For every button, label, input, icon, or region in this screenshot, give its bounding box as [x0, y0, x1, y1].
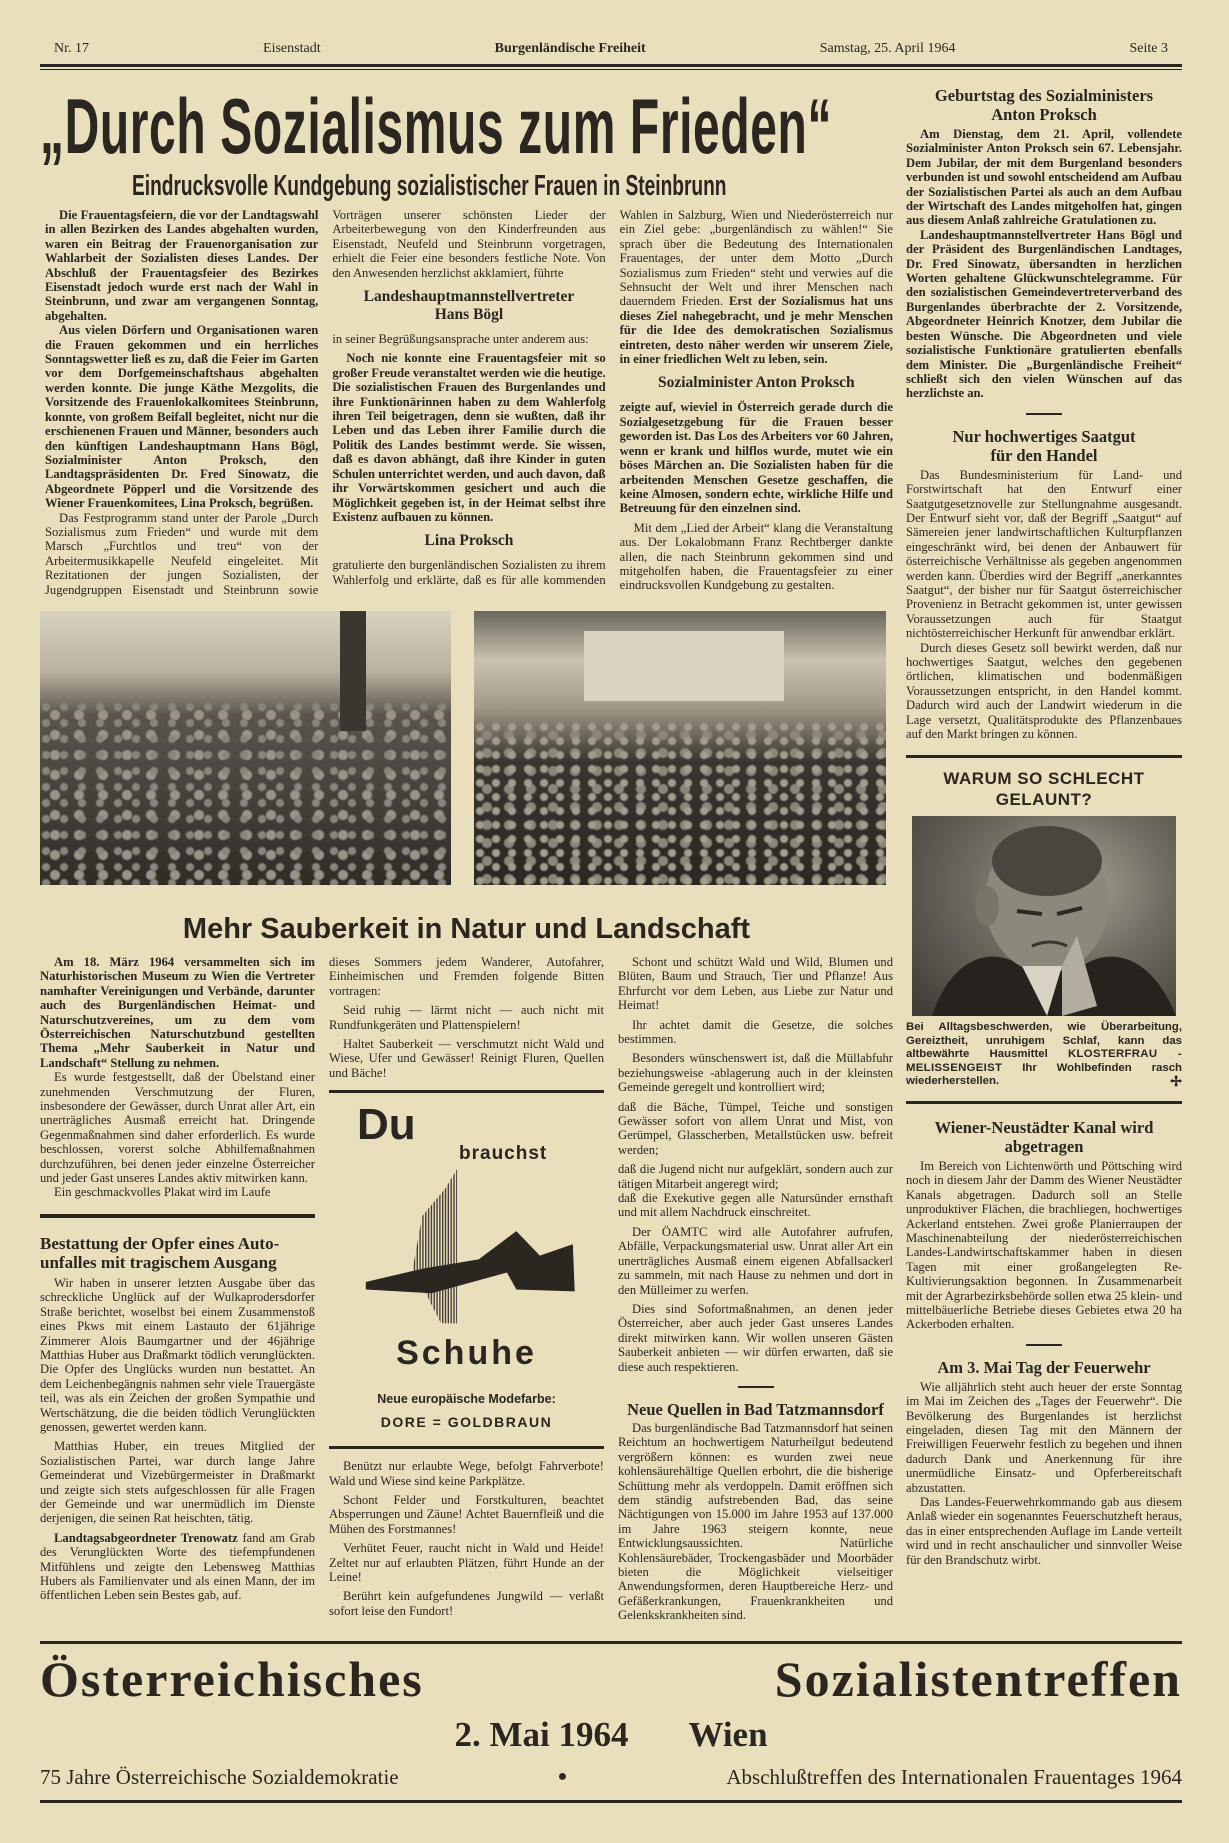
banner-city: Wien	[688, 1714, 768, 1754]
paragraph: Es wurde festgestsellt, daß der Übelstand einer zunehmenden Verschmutzung der Fluren, insbesondere der Gewässer, durch Unrat aller Art, ein unerträgliches Ausmaß erreicht hat. Dringende Gegenmaßnahmen sind daher erforderlich. Es wurde beschlossen, vorerst solche Abhilfemaßnahmen durchzuführen, bei denen jeder einzelne Österreicher und jeder Gast unseres Landes aktiv mitwirken kann.	[40, 1070, 315, 1186]
headline-line: Nur hochwertiges Saatgut	[952, 426, 1136, 446]
fire-headline: Am 3. Mai Tag der Feuerwehr	[937, 1357, 1151, 1377]
subheading-lina-proksch: Lina Proksch	[424, 532, 514, 550]
paragraph: Wir haben in unserer letzten Ausgabe über das schreckliche Unglück auf der Wulkaprodersdorfer Straße berichtet, woselbst bei einem Zusammenstoß eines Pkws mit einem Lastauto der 61jährige Zimmerer Alois Baumgartner und der 46jährige Matthias Huber aus Draßmarkt tödlich verunglückten. Die Opfer des Unglücks wurden nun bestattet. An dem Leichenbegängnis nahmen sehr viele Trauergäste teil, was als ein Zeichen der großen Sympathie und Wertschätzung, die die beiden tödlich Verunglückten genossen, gewertet werden kann.	[40, 1275, 315, 1434]
paragraph: Ihr achtet damit die Gesetze, die solches bestimmen.	[618, 1017, 893, 1046]
left-area	[40, 82, 893, 1623]
newspaper-page	[40, 0, 1182, 1843]
headline-line: unfalles mit tragischem Ausgang	[40, 1252, 277, 1272]
divider	[329, 1446, 604, 1449]
ad-caption-text: Ihr Wohlbefinden rasch wiederherstellen.	[906, 1061, 1182, 1088]
paragraph: Haltet Sauberkeit — verschmutzt nicht Wald und Wiese, Ufer und Gewässer! Reinigt Fluren, Quellen und Bäche!	[329, 1037, 604, 1080]
banner-rule-top	[40, 1641, 1182, 1644]
ad-shoes-color: DORE = GOLDBRAUN	[380, 1414, 553, 1431]
main-headline-text: „Durch Sozialismus zum Frieden“	[40, 82, 833, 170]
ad-headline: WARUM SO SCHLECHT GELAUNT?	[943, 769, 1145, 810]
paragraph: Ein geschmackvolles Plakat wird im Laufe	[54, 1185, 271, 1200]
paragraph: Durch dieses Gesetz soll bewirkt werden, daß nur hochwertiges Saatgut, welches den gegebenen örtlichen, klimatischen und bodenmäßigen Voraussetzungen entspricht, in den Handel kommt. Dadurch wird auch der Landwirt wiederum in die Lage versetzt, Qualitätsprodukte des Pflanzenbaues auf den Markt bringen zu können.	[906, 640, 1182, 742]
birthday-headline	[906, 86, 1182, 124]
article-birthday	[906, 86, 1182, 401]
paragraph-text: gratulierte den burgenländischen Sozialisten zu ihrem Wahlerfolg und erklärte, daß es für alle kommenden Wahlen in Salzburg, Wien und Niederösterreich nur ein Ziel gebe: „burgenländisch zu wählen!“ Sie sprach über die Bedeutung des Internationalen Frauentages, der unter dem Motto „Durch Sozialismus zum Frieden“ steht und verwies auf die Sehnsucht der Welt und ihrer Menschen nach dauerndem Frieden.	[332, 208, 893, 587]
newspaper-name: Burgenländische Freiheit	[494, 41, 646, 56]
paragraph: Berührt kein aufgefundenes Jungwild — verlaßt sofort leise den Fundort!	[329, 1589, 604, 1618]
shoe-illustration-icon	[359, 1169, 589, 1329]
subheading-boegl	[332, 288, 605, 324]
ad-shoes-du: Du	[357, 1100, 416, 1150]
paragraph: Das Landes-Feuerwehrkommando gab aus diesem Anlaß wieder ein sogenanntes Feuerschutzheft heraus, das in einer entsprechenden Auflage im Lande verteilt wird und in recht anschaulicher und sinnvoller Weise für den Brandschutz wirbt.	[906, 1495, 1182, 1567]
canal-headline	[906, 1118, 1182, 1156]
funeral-headline	[40, 1234, 315, 1272]
main-subheadline	[132, 170, 893, 204]
issue-number: Nr. 17	[54, 41, 89, 56]
paragraph: Aus vielen Dörfern und Organisationen waren die Frauen gekommen und ein herrliches Sonntagswetter ließ es zu, daß die Feier im Garten vor dem Dorfgemeinschaftshaus abgehalten werden konnte. Die junge Käthe Mezgolits, die Vorsitzende des Frauenlokalkomitees Steinbrunn, konnte, von großem Beifall begleitet, nicht nur die erschienenen Frauen und Männer, besonders auch den künftigen Landeshauptmann Hans Bögl, Sozialminister Anton Proksch, den Landtagspräsidenten Dr. Fred Sinowatz, die Abgeordnete Pöpperl und die Vorsitzende des Wiener Frauenkomitees, Lina Proksch, begrüßen.	[45, 323, 319, 511]
divider	[906, 755, 1182, 758]
paragraph: dieses Sommers jedem Wanderer, Autofahrer, Einheimischen und Fremden folgende Bitten vortragen:	[329, 954, 604, 998]
paragraph-bold-text: Erst der Sozialismus hat uns dieses Ziel nahegebracht, und je mehr Menschen für die Idee des demokratischen Sozialismus eintreten, desto näher werden wir unserem Ziele, in einer friedlichen Welt zu leben, sein.	[619, 294, 893, 367]
subheading-line: Hans Bögl	[434, 306, 504, 324]
page-layout	[40, 82, 1182, 1623]
paragraph: Besonders wünschenswert ist, daß die Müllabfuhr beziehungsweise -ablagerung auch in der kleinsten Gemeinde geregelt und kontrolliert wird;	[618, 1051, 893, 1095]
clean-col-2-bottom	[329, 1459, 604, 1618]
paragraph: Schont Felder und Forstkulturen, beachtet Absperrungen und Zäune! Achtet Bauernfleiß und die Mühen des Forstmannes!	[329, 1493, 604, 1536]
headline-line: für den Handel	[990, 445, 1098, 465]
paragraph-text: fand am Grab des Verunglückten Worte des tiefempfundenen Mitfühlens und zeigte den Lebensweg Matthias Hubers als Familienvater und als einen Mann, der im öffentlichen Leben sein Bestes gab, auf.	[40, 1530, 315, 1603]
lower-col-2	[329, 955, 604, 1618]
crowd-photo-2	[474, 611, 886, 885]
banner-date-line	[40, 1714, 1182, 1756]
paragraph	[40, 1531, 315, 1603]
subheading-line: Landeshauptmannstellvertreter	[363, 288, 575, 306]
banner-title: Österreichisches Sozialistentreffen	[40, 1650, 1182, 1707]
ad-caption-text: Bei Alltagsbeschwerden, wie Überarbeitung, Gereiztheit, unruhigem Schlaf, kann das altbewährte Hausmittel	[906, 1021, 1182, 1061]
page-header	[40, 40, 1182, 58]
paragraph: Das burgenländische Bad Tatzmannsdorf hat seinen Reichtum an hochwertigem Naturheilgut bedeutend vergrößern können: es wurden zwei neue kohlensäurehältige Quellen erbohrt, die die bisherige Schüttung mehr als verdoppeln. Damit eröffnen sich dem ständig aufstrebenden Bad, das seine Nächtigungen von 15.000 im Jahre 1953 auf 137.000 im Jahre 1963 steigern konnte, neue Entwicklungsaussichten. Natürliche Kohlensäurebäder, Trockengasbäder und Moorbäder bieten die Möglichkeit vielseitiger Anwendungsformen, deren Hauptbereiche Herz- und Gefäßerkrankungen, Frauenkrankheiten und Gelenkskrankheiten sind.	[618, 1420, 893, 1623]
right-column	[906, 86, 1182, 1567]
ad-shoes-tagline: Neue europäische Modefarbe:	[377, 1392, 556, 1407]
banner-date: 2. Mai 1964	[454, 1714, 629, 1754]
paragraph: Benützt nur erlaubte Wege, befolgt Fahrverbote! Wald und Wiese sind keine Parkplätze.	[329, 1459, 604, 1488]
paragraph: Der ÖAMTC wird alle Autofahrer aufrufen, Abfälle, Verpackungsmaterial usw. Unrat aller Art ein unerträgliches Ausmaß einem eigenen Abfallsackerl zu sammeln, mit nach Hause zu nehmen und dort in den Mülleimer zu werfen.	[618, 1224, 893, 1297]
banner-subline	[40, 1764, 1182, 1790]
paragraph: Das Festprogramm stand unter der Parole „Durch Sozialismus zum Frieden“ und wurde mit dem Marsch „Furchtlos und treu“ von der Arbeitermusikkapelle Neufeld eingeleitet. Mit Rezitationen der jungen Sozialisten, der Jugendgruppen Eisenstadt und Steinbrunn sowie Vorträgen unserer schönsten Lieder der Arbeiterbewegung von den Kinderfreunden aus Eisenstadt, Neufeld und Steinbrunn vorgetragen, erhielt die Feier eine besonders festliche Note. Von den Anwesenden herzlichst akklamiert, führte	[45, 208, 606, 597]
ad-brand: KLOSTERFRAU - MELISSENGEIST	[906, 1048, 1182, 1074]
main-subheadline-text: Eindrucksvolle Kundgebung sozialistischer Frauen in Steinbrunn	[132, 170, 727, 202]
clean-col-3	[618, 955, 893, 1374]
article-canal	[906, 1118, 1182, 1332]
paragraph: Seid ruhig — lärmt nicht — auch nicht mit Rundfunkgeräten und Plattenspielern!	[329, 1003, 604, 1032]
headline-line: Geburtstag des Sozialministers	[934, 86, 1154, 105]
page-number: Seite 3	[1129, 41, 1168, 56]
ad-klosterfrau	[906, 768, 1182, 1089]
clean-col-2	[329, 955, 604, 1080]
header-rule-thin	[40, 69, 1182, 70]
clean-headline: Mehr Sauberkeit in Natur und Landschaft	[182, 912, 751, 945]
subheading-anton-proksch: Sozialminister Anton Proksch	[657, 374, 855, 392]
banner-rule-bottom	[40, 1800, 1182, 1803]
paragraph: Landeshauptmannstellvertreter Hans Bögl und der Präsident des Burgenländischen Landtages, Dr. Fred Sinowatz, übersandten in herzlichen Worten gehaltene Glückwunschtelegramme. Für den sozialistischen Gemeindevertreterverband des Burgenlandes überbrachte der 2. Vorsitzende, Abgeordneter Heinrich Knotzer, dem Jubilar die besten Wünsche. Die Abgeordneten und viele sozialistische Funktionäre gratulierten ebenfalls dem Minister. Die „Burgenländische Freiheit“ schließt sich den vielen Wünschen auf das herzlichste an.	[906, 227, 1182, 401]
header-rule	[40, 64, 1182, 67]
headline-line: Wiener-Neustädter Kanal wird	[934, 1117, 1154, 1137]
banner-left: 75 Jahre Österreichische Sozialdemokratie	[40, 1764, 399, 1789]
paragraph: Im Bereich von Lichtenwörth und Pöttsching wird noch in diesem Jahr der Damm des Wiener Neustädter Kanals abgetragen. Dadurch soll an Stelle unproduktiver Flächen, die brachliegen, hochwertiges Ackerland entstehen. Zwei große Planierraupen der Maschinenabteilung der niederösterreichischen Landes-Landwirtschaftskammer haben in diesen Tagen mit einer großangelegten Re-Kultivierungsaktion begonnen. In Zusammenarbeit mit der Agrarbezirksbehörde sollen etwa 25 klein- und mittelbäuerliche Betriebe dieses Gebietes etwa 20 ha Ackerboden erhalten.	[906, 1158, 1182, 1332]
divider	[329, 1090, 604, 1093]
divider	[1026, 413, 1062, 415]
ad-caption	[906, 1021, 1182, 1089]
divider	[40, 1214, 315, 1218]
lower-col-3	[618, 955, 893, 1623]
paragraph: in seiner Begrüßungsansprache unter anderem aus:	[332, 332, 589, 347]
crowd-photo-1	[40, 611, 451, 885]
paragraph: daß die Jugend nicht nur aufgeklärt, sondern auch zur tätigen Mitarbeit angeregt wird;	[618, 1162, 893, 1191]
bullet-icon: ●	[557, 1767, 568, 1785]
lower-col-1	[40, 955, 315, 1603]
divider	[738, 1386, 774, 1388]
lower-columns	[40, 955, 893, 1623]
paragraph: zeigte auf, wieviel in Österreich gerade durch die Sozialgesetzgebung für die Frauen besser geworden ist. Das Los des Arbeiters vor 60 Jahren, wenn er krank und hilflos wurde, mutet wie ein böses Märchen an. Die Sozialisten haben für die arbeitenden Menschen Gesetze geschaffen, die keine Almosen, sondern echte, wirkliche Hilfe und Betreuung für den einzelnen sind.	[619, 400, 893, 516]
ad-shoes	[329, 1097, 604, 1442]
paragraph: daß die Bäche, Tümpel, Teiche und sonstigen Gewässer sofort von allem Unrat und Mist, von Gerümpel, Glasscherben, Metallstücken usw. befreit werden;	[618, 1099, 893, 1157]
ad-portrait-photo	[912, 816, 1176, 1016]
paragraph: Mit dem „Lied der Arbeit“ klang die Veranstaltung aus. Der Lokalobmann Franz Rechtberger dankte allen, die nach Steinbrunn gekommen sind und mitgeholfen haben, die Frauentagsfeier zu einer eindrucksvollen Kundgebung zu gestalten.	[619, 520, 893, 593]
divider	[906, 1101, 1182, 1104]
article-spa	[618, 1400, 893, 1623]
paragraph: daß die Exekutive gegen alle Natursünder ernsthaft und mit allem Nachdruck einschreitet.	[618, 1191, 893, 1220]
paragraph: Das Bundesministerium für Land- und Forstwirtschaft hat den Entwurf einer Saatgutgesetznovelle zur Stellungnahme ausgesandt. Der Entwurf sieht vor, daß der Begriff „Saatgut“ auf Sämereien jener landwirtschaftlichen Kulturpflanzen eingeschränkt wird, bei denen der Anbauwert für österreichische Verhältnisse als gegeben angenommen werden kann. Überdies wird der Begriff „anerkanntes Saatgut“, der bisher nur für Saatgut österreichischer Provenienz in Betracht gekommen ist, unter gewissen Voraussetzungen auch für Staatgut nichtösterreichischer Herkunft für anwendbar erklärt.	[906, 467, 1182, 641]
spa-headline: Neue Quellen in Bad Tatzmannsdorf	[627, 1399, 884, 1419]
ad-shoes-schuhe: Schuhe	[396, 1334, 537, 1373]
place-line: Eisenstadt	[263, 41, 321, 56]
seed-headline	[906, 427, 1182, 465]
ad-shoes-brauchst: brauchst	[459, 1143, 548, 1165]
paragraph: Am Dienstag, dem 21. April, vollendete Sozialminister Anton Proksch sein 67. Lebensjahr. Dem Jubilar, der mit dem Burgenland besonders verbunden ist und sowohl entscheidend am Aufbau der Sozialistischen Partei als auch an dem Aufbau der Wirtschaft des Landes mitgeholfen hat, gingen aus diesem Anlaß zahlreiche Gratulationen zu.	[906, 127, 1182, 228]
headline-line: Anton Proksch	[991, 105, 1097, 124]
man-portrait-icon	[912, 816, 1176, 1016]
paragraph: Am 18. März 1964 versammelten sich im Naturhistorischen Museum zu Wien die Vertreter namhafter Vereinigungen und Verbände, darunter auch des Burgenländischen Heimat- und Naturschutzvereines, um zu dem vom Österreichischen Naturschutzbund gestellten Thema „Mehr Sauberkeit in Natur und Landschaft“ Stellung zu nehmen.	[40, 954, 315, 1070]
main-headline	[40, 82, 893, 170]
paragraph: Wie alljährlich steht auch heuer der erste Sonntag im Mai im Zeichen des „Tages der Feuerwehr“. Die Bevölkerung des Burgenlandes ist herzlichst eingeladen, diesen Tag mit den Männern der Freiwilligen Feuerwehr festlich zu begehen und ihnen dadurch Dank und Anerkennung für ihre unermüdliche Einsatz- und Opferbereitschaft abzustatten.	[906, 1379, 1182, 1495]
banner-right: Abschlußtreffen des Internationalen Frauentages 1964	[726, 1764, 1182, 1789]
paragraph: Schont und schützt Wald und Wild, Blumen und Blüten, Baum und Strauch, Tier und Pflanze! Aus Ehrfurcht vor dem Leben, aus Liebe zur Natur und Heimat!	[618, 954, 893, 1013]
photo-row	[40, 611, 893, 885]
clean-col-1	[40, 955, 315, 1200]
headline-line: Bestattung der Opfer eines Auto-	[40, 1233, 280, 1253]
issue-date: Samstag, 25. April 1964	[819, 41, 956, 56]
cross-icon: ✢	[1170, 1073, 1182, 1090]
paragraph: Dies sind Sofortmaßnahmen, an denen jeder Österreicher, aber auch jeder Gast unseres Landes direkt mitwirken kann. Wir wollen unseren Gästen Sauberkeit anbieten — wir dürfen erwarten, daß sie diese auch respektieren.	[618, 1301, 893, 1374]
article-funeral	[40, 1234, 315, 1603]
main-article-body	[45, 208, 893, 597]
paragraph: Noch nie konnte eine Frauentagsfeier mit so großer Freude veranstaltet werden wie die heutige. Die sozialistischen Frauen des Burgenlandes und ihre Funktionärinnen haben zu dem Wahlerfolg ihren Teil beigetragen, denn sie wußten, daß ihr Leben und das Leben ihrer Familie durch die Politik des Landes bestimmt werde. Sie wissen, daß es davon abhängt, daß ihre Kinder in guten Schulen unterrichtet werden, und auch davon, daß ihr Vorwärtskommen gesichert und auch die Möglichkeit gegeben ist, in der Heimat selbst ihre Existenz aufbauen zu können.	[332, 351, 606, 524]
paragraph: Verhütet Feuer, raucht nicht in Wald und Heide! Zeltet nur auf erlaubten Plätzen, führt Hunde an der Leine!	[329, 1541, 604, 1585]
divider	[1026, 1344, 1062, 1346]
paragraph: Die Frauentagsfeiern, die vor der Landtagswahl in allen Bezirken des Landes abgehalten wurden, waren ein Beitrag der Frauenorganisation zur Wahlarbeit der Sozialisten dieses Landes. Der Abschluß der Frauentagsfeier des Bezirkes Eisenstadt jedoch wurde erst nach der Wahl in Steinbrunn, und zwar am vergangenen Sonntag, abgehalten.	[45, 208, 319, 323]
article-fire	[906, 1358, 1182, 1567]
headline-line: abgetragen	[1004, 1136, 1084, 1156]
paragraph-bold-text: Landtagsabgeordneter Trenowatz	[54, 1530, 238, 1545]
paragraph: Matthias Huber, ein treues Mitglied der Sozialistischen Partei, war durch lange Jahre Gemeinderat und Vizebürgermeister in Draßmarkt und zeigte sich stets aufgeschlossen für alle Fragen der Gemeinde und war unermüdlich im Dienste derjenigen, die seinen Rat heischten, tätig.	[40, 1439, 315, 1526]
article-seed	[906, 427, 1182, 742]
